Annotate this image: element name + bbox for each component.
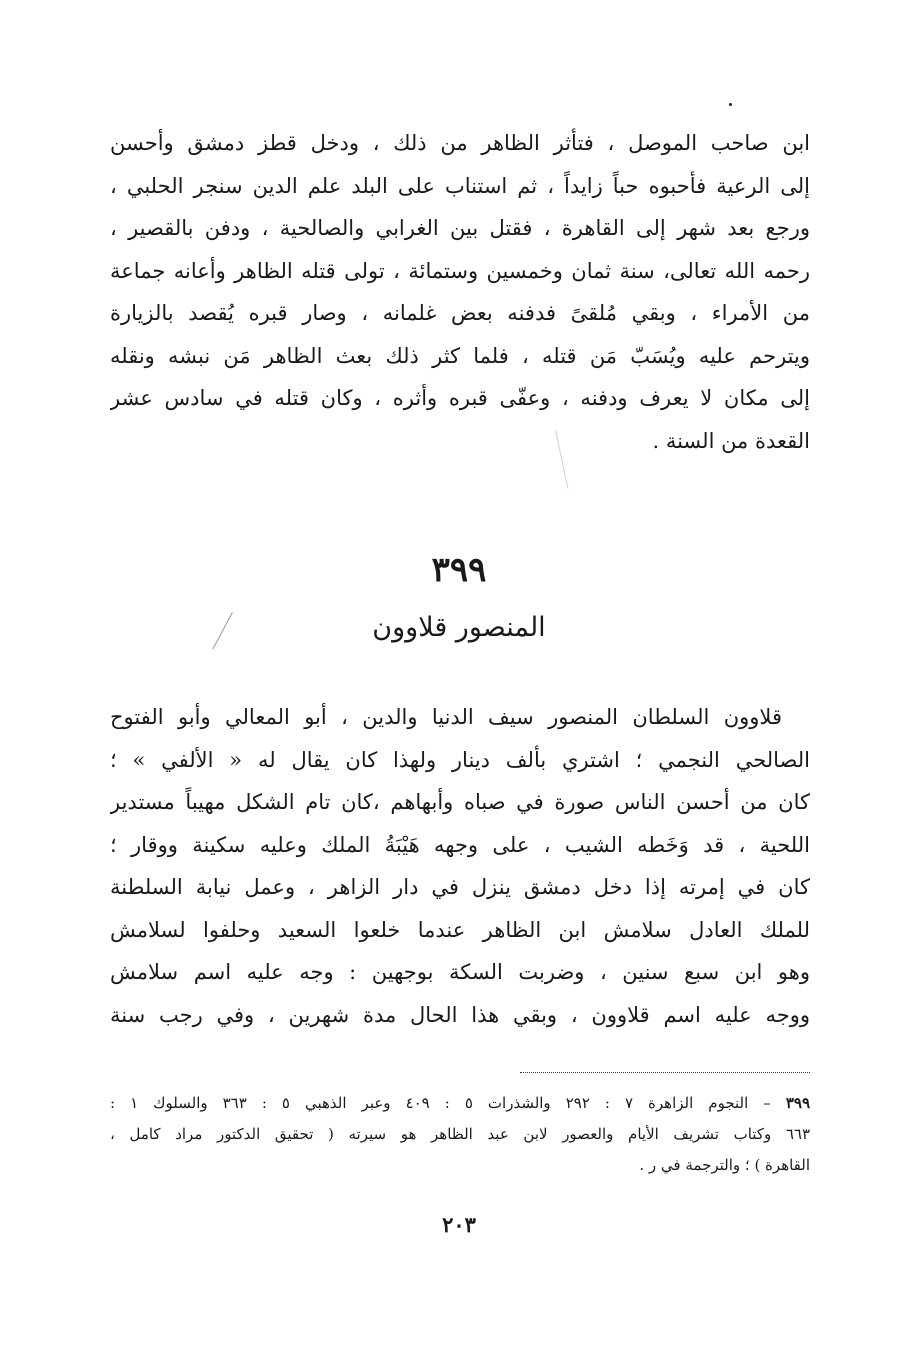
- footnotes: [110, 1088, 810, 1181]
- footnote-line: ٦٦٣ وكتاب تشريف الأيام والعصور لابن عبد الظاهر هو سيرته ( تحقيق الدكتور مراد كامل ،: [110, 1125, 810, 1143]
- page-number: ٢٠٣: [442, 1212, 476, 1237]
- footnote-divider: [520, 1072, 810, 1073]
- footnote-number: ٣٩٩: [785, 1094, 810, 1112]
- text-line: إلى مكان لا يعرف ودفنه ، وعفّى قبره وأثره ، وكان قتله في سادس عشر: [110, 386, 810, 410]
- scan-speck: [729, 103, 732, 106]
- text-line: كان في إمرته إذا دخل دمشق ينزل في دار الزاهر ، وعمل نيابة السلطنة: [110, 875, 810, 899]
- text-line: ورجع بعد شهر إلى القاهرة ، فقتل بين الغرابي والصالحية ، ودفن بالقصير ،: [110, 216, 810, 240]
- footnote-line: القاهرة ) ؛ والترجمة في ر .: [639, 1156, 810, 1174]
- paragraph-continued: [110, 122, 810, 462]
- text-line: الصالحي النجمي ؛ اشتري بألف دينار ولهذا كان يقال له « الألفي » ؛: [110, 747, 810, 772]
- text-line: من الأمراء ، وبقي مُلقىً فدفنه بعض غلمانه ، وصار قبره يُقصد بالزيارة: [110, 301, 810, 325]
- text-line: اللحية ، قد وَخَطه الشيب ، على وجهه هَيْبَةُ الملك وعليه سكينة ووقار ؛: [110, 832, 810, 857]
- text-line: إلى الرعية فأحبوه حباً زايداً ، ثم استناب على البلد علم الدين سنجر الحلبي ،: [110, 173, 810, 198]
- text-line: ويترحم عليه ويُسَبّ مَن قتله ، فلما كثر ذلك بعث الظاهر مَن نبشه ونقله: [110, 343, 810, 368]
- entry-title: المنصور قلاوون: [372, 612, 546, 643]
- text-line-last: القعدة من السنة .: [652, 428, 810, 453]
- text-line: قلاوون السلطان المنصور سيف الدنيا والدين ، أبو المعالي وأبو الفتوح: [110, 705, 782, 729]
- entry-number: ٣٩٩: [431, 550, 487, 590]
- text-line: كان من أحسن الناس صورة في صباه وأبهاهم ،كان تام الشكل مهيباً مستدير: [110, 790, 810, 814]
- text-line: رحمه الله تعالى، سنة ثمان وخمسين وستمائة ، تولى قتله الظاهر وأعانه جماعة: [110, 258, 810, 283]
- text-line: ابن صاحب الموصل ، فتأثر الظاهر من ذلك ، ودخل قطز دمشق وأحسن: [110, 131, 810, 155]
- footnote-line: [110, 1088, 810, 1119]
- entry-body: [110, 696, 810, 1036]
- text-line: وهو ابن سبع سنين ، وضربت السكة بوجهين : وجه عليه اسم سلامش: [110, 960, 810, 984]
- text-line: للملك العادل سلامش ابن الظاهر عندما خلعوا السعيد وحلفوا لسلامش: [110, 917, 810, 942]
- footnote-text: – النجوم الزاهرة ٧ : ٢٩٢ والشذرات ٥ : ٤٠٩ وعبر الذهبي ٥ : ٣٦٣ والسلوك ١ :: [110, 1094, 771, 1112]
- text-line: ووجه عليه اسم قلاوون ، وبقي هذا الحال مدة شهرين ، وفي رجب سنة: [110, 1002, 810, 1027]
